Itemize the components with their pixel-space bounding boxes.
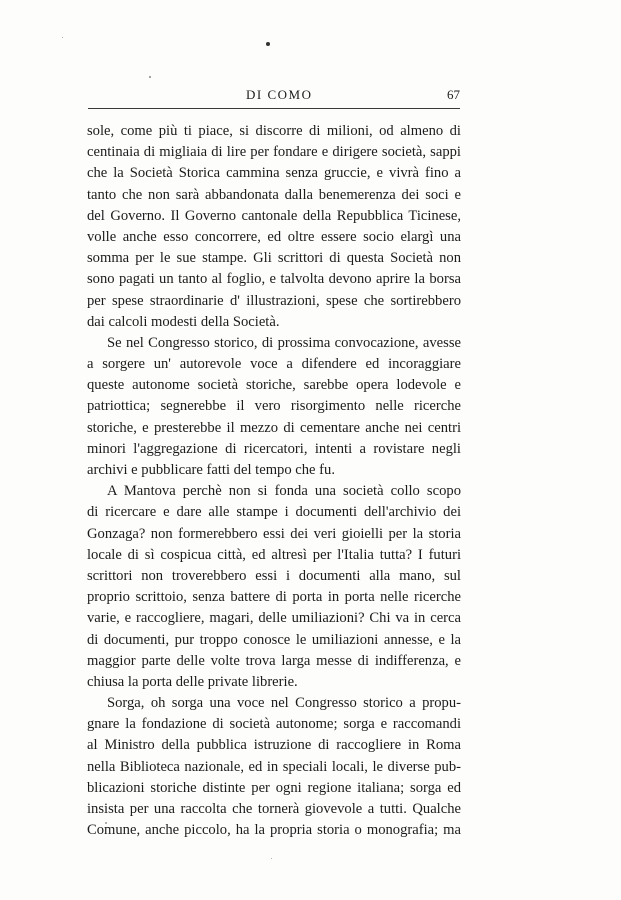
text-line: al Ministro della pubblica istruzione di raccogliere in Roma xyxy=(87,737,461,754)
paragraph xyxy=(87,121,461,333)
text-line: tanto che non sarà abbandonata dalla benemerenza dei soci e xyxy=(87,186,461,203)
ink-speck xyxy=(271,858,272,859)
text-line: storiche, e presterebbe il mezzo di cementare anche nei centri xyxy=(87,419,461,436)
text-line: gnare la fondazione di società autonome; sorga e raccomandi xyxy=(87,716,461,733)
text-line: sole, come più ti piace, si discorre di milioni, od almeno di xyxy=(87,123,461,139)
text-line: A Mantova perchè non si fonda una società collo scopo xyxy=(107,483,461,500)
page-number: 67 xyxy=(447,87,460,102)
text-line: volle anche esso concorrere, ed oltre essere socio elargì una xyxy=(87,228,461,245)
text-line: blicazioni storiche distinte per ogni regione italiana; sorga ed xyxy=(87,779,461,796)
text-line: locale di sì cospicua città, ed altresì per l'Italia tutta? I futuri xyxy=(87,546,461,563)
body-text xyxy=(87,121,461,841)
ink-speck xyxy=(62,37,63,38)
text-line: queste autonome società storiche, sarebbe opera lodevole e xyxy=(87,377,461,394)
text-line: minori l'aggregazione di ricercatori, intenti a rovistare negli xyxy=(87,440,461,457)
text-line: Sorga, oh sorga una voce nel Congresso storico a propu- xyxy=(107,695,461,712)
text-line: Gonzaga? non formerebbero essi dei veri gioielli per la storia xyxy=(87,525,461,542)
text-line: archivi e pubblicare fatti del tempo che fu. xyxy=(87,462,335,478)
text-line: a sorgere un' autorevole voce a difendere ed incoraggiare xyxy=(87,356,461,373)
text-line: insista per una raccolta che tornerà giovevole a tutti. Qualche xyxy=(87,801,461,817)
text-line: maggior parte delle volte trova larga messe di indifferenza, e xyxy=(87,652,461,669)
text-line: del Governo. Il Governo cantonale della Repubblica Ticinese, xyxy=(87,207,461,224)
text-line: di documenti, pur troppo conosce le umiliazioni annesse, e la xyxy=(87,631,461,648)
ink-speck xyxy=(266,42,270,46)
text-line: somma per le sue stampe. Gli scrittori di questa Società non xyxy=(87,250,461,267)
ink-speck xyxy=(149,76,151,78)
paragraph xyxy=(87,693,461,841)
text-line: che la Società Storica cammina senza gruccie, e vivrà fino a xyxy=(87,165,461,182)
text-line: centinaia di migliaia di lire per fondare e dirigere società, sappi xyxy=(87,144,461,161)
header-rule xyxy=(88,108,460,109)
paragraph xyxy=(87,481,461,693)
text-line: per spese straordinarie d' illustrazioni, spese che sortirebbero xyxy=(87,292,461,309)
text-line: Se nel Congresso storico, di prossima convocazione, avesse xyxy=(107,334,461,351)
text-line: chiusa la porta delle private librerie. xyxy=(87,673,298,690)
text-line: nella Biblioteca nazionale, ed in speciali locali, le diverse pub- xyxy=(87,758,461,775)
text-line: varie, e raccogliere, magari, delle umiliazioni? Chi va in cerca xyxy=(87,610,461,627)
paragraph xyxy=(87,333,461,481)
page-header xyxy=(88,87,460,107)
text-line: patriottica; segnerebbe il vero risorgimento nelle ricerche xyxy=(87,398,461,415)
text-line: sono pagati un tanto al foglio, e talvolta devono aprire la borsa xyxy=(87,271,461,288)
text-line: dai calcoli modesti della Società. xyxy=(87,313,280,330)
text-line: Comune, anche piccolo, ha la propria storia o monografia; ma xyxy=(87,822,461,839)
text-line: proprio scrittoio, senza battere di porta in porta nelle ricerche xyxy=(87,589,461,606)
text-line: di ricercare e dare alle stampe i documenti dell'archivio dei xyxy=(87,504,461,521)
running-title: DI COMO xyxy=(246,87,313,102)
text-line: scrittori non troverebbero essi i documenti alla mano, sul xyxy=(87,567,461,584)
